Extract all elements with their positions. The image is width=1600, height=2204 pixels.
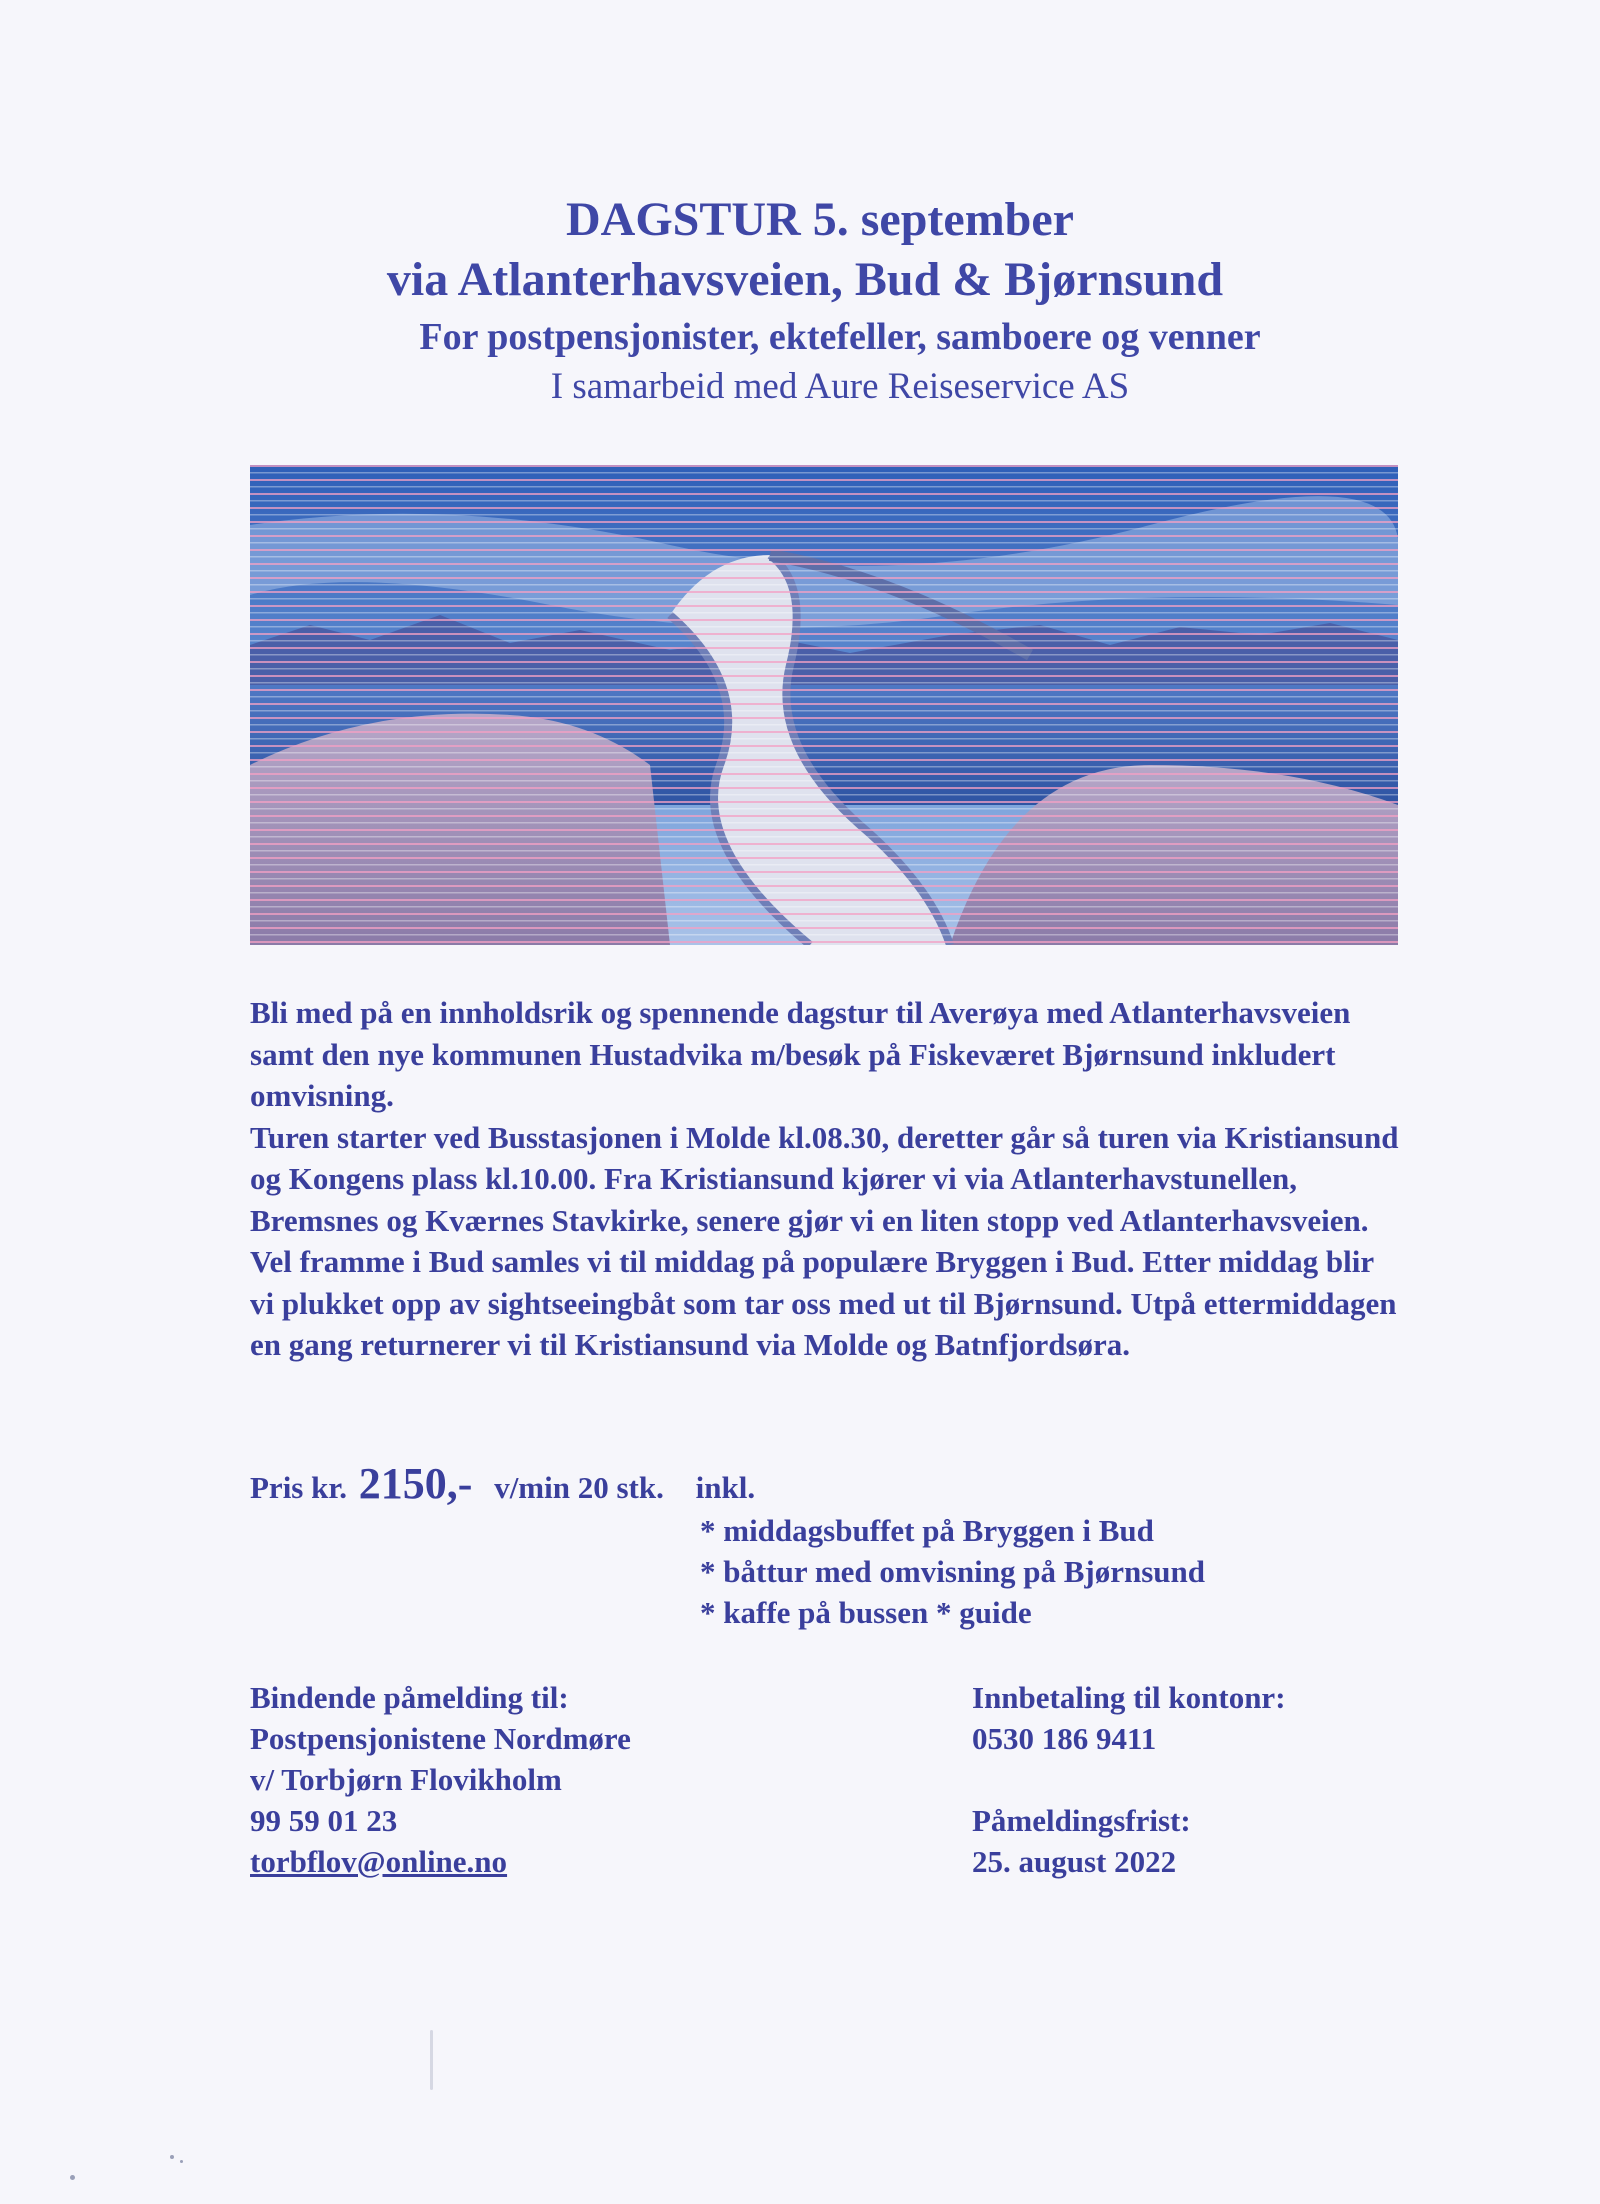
payment-account: 0530 186 9411 (972, 1721, 1157, 1756)
partner-line: I samarbeid med Aure Reiseservice AS (550, 366, 1130, 407)
title: DAGSTUR 5. september (566, 193, 1074, 246)
registration-phone: 99 59 01 23 (250, 1803, 398, 1838)
list-item: * kaffe på bussen * guide (700, 1595, 1032, 1630)
deadline-heading: Påmeldingsfrist: (972, 1803, 1191, 1838)
registration-contact: v/ Torbjørn Flovikholm (250, 1762, 562, 1797)
audience-subtitle: For postpensjonister, ektefeller, samboere og venner (419, 316, 1261, 358)
registration-email[interactable]: torbflov@online.no (250, 1844, 508, 1879)
registration-heading: Bindende påmelding til: (250, 1680, 569, 1715)
registration-organization: Postpensjonistene Nordmøre (250, 1721, 631, 1756)
description-itinerary: Turen starter ved Busstasjonen i Molde kl.08.30, deretter går så turen via Kristiansund og Kongens plass kl.10.00. Fra Kristiansund kjører vi via Atlanterhavstunellen, Bremsnes og Kværnes Stavkirke, senere gjør vi en liten stopp ved Atlanterhavsveien. Vel framme i Bud samles vi til middag på populære Bryggen i Bud. Etter middag blir vi plukket opp av sightseeingbåt som tar oss med ut til Bjørnsund. Utpå ettermiddagen en gang returnerer vi til Kristiansund via Molde og Batnfjordsøra. (250, 1119, 1399, 1362)
header (0, 190, 1600, 410)
list-item: * båttur med omvisning på Bjørnsund (700, 1554, 1206, 1589)
price-minimum: v/min 20 stk. (494, 1470, 664, 1505)
price-label: Pris kr. (250, 1470, 348, 1505)
scan-speck (430, 2030, 433, 2090)
payment-block (972, 1677, 1286, 1882)
scan-speck (180, 2160, 183, 2163)
payment-heading: Innbetaling til kontonr: (972, 1680, 1286, 1715)
price-includes-label: inkl. (695, 1470, 756, 1505)
registration-block (250, 1677, 631, 1882)
bridge-photo (250, 465, 1398, 945)
spacer (972, 1759, 1286, 1800)
route-title: via Atlanterhavsveien, Bud & Bjørnsund (386, 253, 1224, 306)
scan-speck (170, 2155, 174, 2159)
bridge-photo-illustration (250, 465, 1398, 945)
deadline-date: 25. august 2022 (972, 1844, 1177, 1879)
scan-speck (70, 2175, 75, 2180)
list-item: * middagsbuffet på Bryggen i Bud (700, 1513, 1154, 1548)
trip-description (250, 992, 1400, 1366)
price-line (250, 1458, 755, 1509)
includes-list (700, 1510, 1205, 1633)
description-intro: Bli med på en innholdsrik og spennende dagstur til Averøya med Atlanterhavsveien samt den nye kommunen Hustadvika m/besøk på Fiskeværet Bjørnsund inkludert omvisning. (250, 995, 1351, 1113)
price-amount: 2150,- (358, 1459, 473, 1508)
